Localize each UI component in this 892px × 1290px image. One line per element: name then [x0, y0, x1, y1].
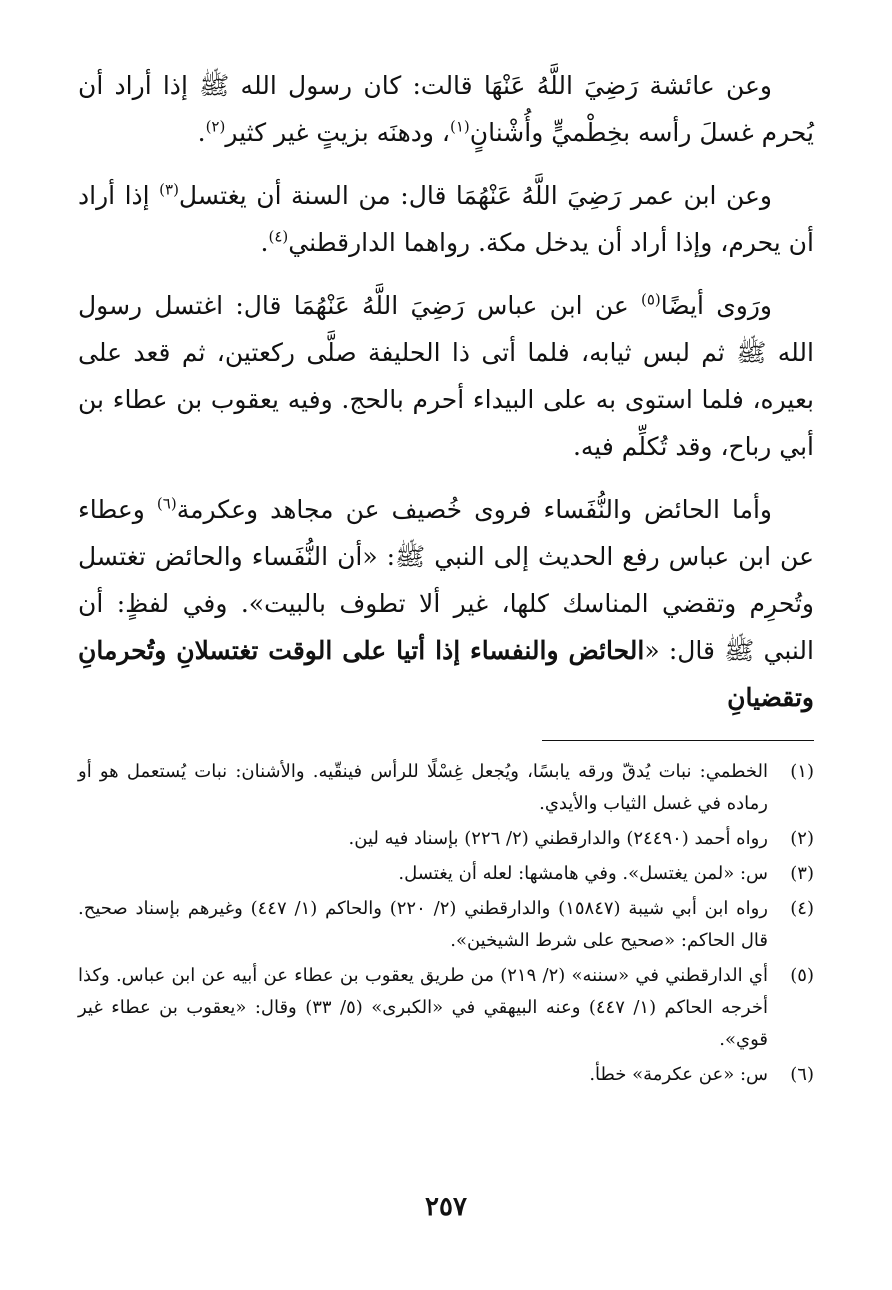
- footnote-number: (٢): [790, 828, 814, 849]
- footnote-ref-3: (٣): [159, 180, 179, 199]
- footnote-number: (٥): [790, 965, 814, 986]
- footnote-ref-6: (٦): [156, 494, 177, 513]
- footnote-number: (٦): [790, 1064, 814, 1085]
- footnote-3: [78, 858, 814, 890]
- paragraph-3: [78, 282, 814, 470]
- paragraph-2: [78, 172, 814, 266]
- footnote-6: [78, 1059, 814, 1091]
- paragraph-4-text-b: وعطاء عن ابن عباس رفع الحديث إلى النبي ﷺ: «أن النُّفَساء والحائض تغتسل وتُحرِم وتقضي المناسك كلها، غير ألا تطوف بالبيت». وفي لفظٍ: أن النبي ﷺ قال: «: [78, 495, 814, 665]
- footnote-text: الخطمي: نبات يُدقّ ورقه يابسًا، ويُجعل غِسْلًا للرأس فينقّيه. والأشنان: نبات يُستعمل هو أو رماده في غسل الثياب والأيدي.: [78, 761, 768, 814]
- footnote-separator: [542, 740, 814, 741]
- paragraph-2-text-a: وعن ابن عمر رَضِيَ اللَّهُ عَنْهُمَا قال: من السنة أن يغتسل: [178, 181, 773, 210]
- footnotes: [78, 756, 814, 1094]
- footnote-ref-2: (٢): [205, 117, 226, 136]
- paragraph-1-text-a: وعن عائشة رَضِيَ اللَّهُ عَنْهَا قالت: كان رسول الله ﷺ إذا أراد أن يُحرم غسلَ رأسه بخِطْميٍّ وأُشْنانٍ: [78, 71, 814, 147]
- footnote-number: (١): [790, 761, 814, 782]
- footnote-1: [78, 756, 814, 820]
- footnote-number: (٤): [790, 898, 814, 919]
- footnote-text: س: «لمن يغتسل». وفي هامشها: لعله أن يغتسل.: [398, 863, 768, 884]
- footnote-ref-4: (٤): [268, 227, 289, 246]
- footnote-5: [78, 960, 814, 1056]
- paragraph-3-text-b: عن ابن عباس رَضِيَ اللَّهُ عَنْهُمَا قال: اغتسل رسول الله ﷺ ثم لبس ثيابه، فلما أتى ذا الحليفة صلَّى ركعتين، ثم قعد على بعيره، فلما استوى به على البيداء أحرم بالحج. وفيه يعقوب بن عطاء بن أبي رباح، وقد تُكلِّم فيه.: [78, 291, 814, 461]
- paragraph-1-text-c: .: [197, 118, 206, 147]
- footnote-text: رواه ابن أبي شيبة (١٥٨٤٧) والدارقطني (٢/ ٢٢٠) والحاكم (١/ ٤٤٧) وغيرهم بإسناد صحيح. قال الحاكم: «صحيح على شرط الشيخين».: [78, 898, 768, 951]
- footnote-text: أي الدارقطني في «سننه» (٢/ ٢١٩) من طريق يعقوب بن عطاء عن أبيه عن ابن عباس. وكذا أخرجه الحاكم (١/ ٤٤٧) وعنه البيهقي في «الكبرى» (٥/ ٣٣) وقال: «يعقوب بن عطاء غير قوي».: [78, 965, 768, 1050]
- footnote-number: (٣): [790, 863, 814, 884]
- paragraph-3-text-a: ورَوى أيضًا: [660, 291, 772, 320]
- page-number: ٢٥٧: [425, 1192, 467, 1222]
- footnote-ref-1: (١): [450, 117, 470, 136]
- paragraph-4-text-a: وأما الحائض والنُّفَساء فروى خُصيف عن مجاهد وعكرمة: [176, 495, 772, 524]
- paragraph-2-text-b: إذا أراد أن يحرم، وإذا أراد أن يدخل مكة. رواهما الدارقطني: [78, 181, 814, 257]
- footnote-2: [78, 823, 814, 855]
- paragraph-4-bold-quote: الحائض والنفساء إذا أتيا على الوقت تغتسلانِ وتُحرمانِ وتقضيانِ: [78, 636, 814, 712]
- footnote-4: [78, 893, 814, 957]
- footnote-ref-5: (٥): [641, 290, 661, 309]
- paragraph-2-text-c: .: [260, 228, 269, 257]
- footnote-text: س: «عن عكرمة» خطأ.: [589, 1064, 768, 1085]
- paragraph-4: [78, 486, 814, 721]
- paragraph-1-text-b: ، ودهنَه بزيتٍ غير كثير: [225, 118, 450, 147]
- paragraph-1: [78, 62, 814, 156]
- main-text: [78, 62, 814, 721]
- footnote-text: رواه أحمد (٢٤٤٩٠) والدارقطني (٢/ ٢٢٦) بإسناد فيه لين.: [348, 828, 768, 849]
